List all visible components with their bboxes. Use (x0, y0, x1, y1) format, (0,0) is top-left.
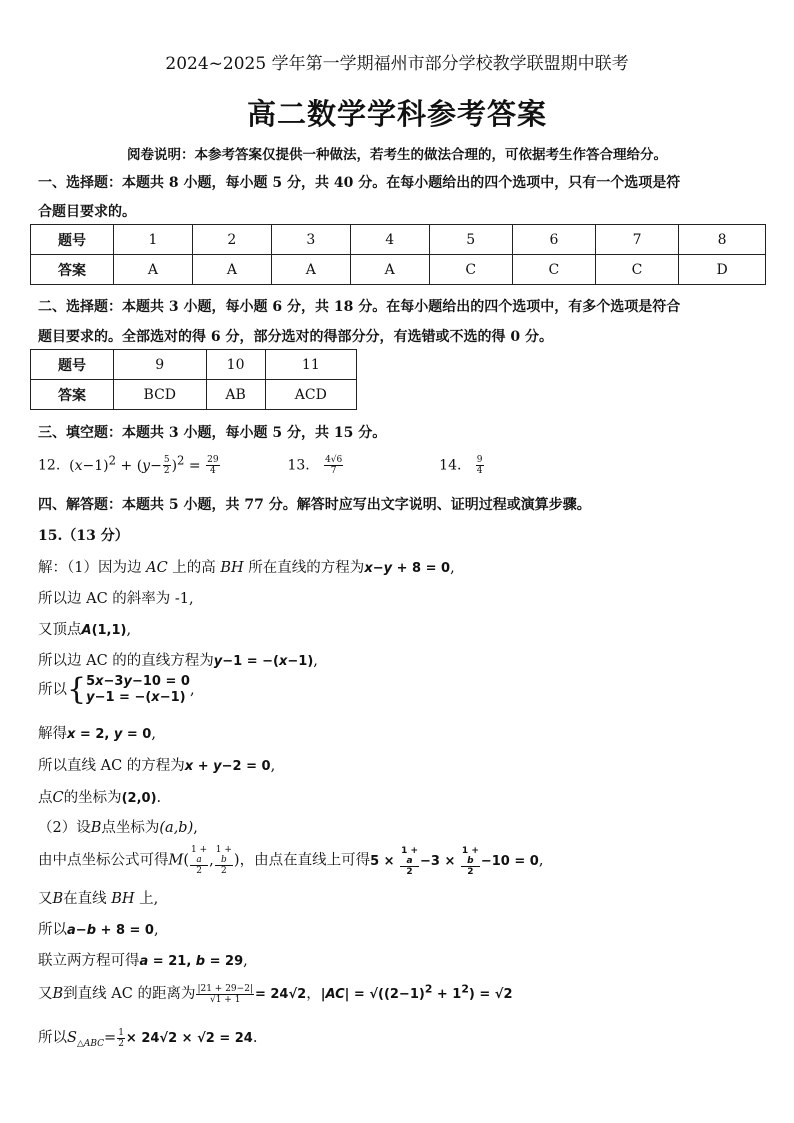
q13-label: 13. (287, 457, 310, 474)
solution-line: 解：（1）因为边 AC 上的高 BH 所在直线的方程为x−y + 8 = 0, (38, 560, 455, 576)
solution-line: 点C的坐标为(2,0). (38, 790, 162, 806)
fill-in-answers (38, 453, 485, 476)
solution-line: 所以$S_{\triangle ABC}=$ $\frac{1}{2}$ × 24√2 × √2 = 24. (38, 1027, 258, 1049)
table-row (31, 350, 357, 380)
solution-line: 联立两方程可得a = 21, b = 29, (38, 953, 248, 969)
solution-line: 所以a−b + 8 = 0, (38, 922, 159, 938)
question-number: 9 (114, 350, 207, 380)
answer-cell: C (595, 255, 678, 285)
answer-cell: BCD (114, 380, 207, 410)
q12-answer: $(x-1)^2 + (y-$ $\frac{5}{2}$ )$^2$ = $\frac{29}{4}$ (64, 453, 219, 477)
answer-cell: A (192, 255, 271, 285)
section1-heading-line2: 合题目要求的。 (38, 204, 136, 220)
question-number: 3 (271, 225, 350, 255)
question-number: 2 (192, 225, 271, 255)
solution-line: （2）设B点坐标为(a,b), (38, 820, 198, 836)
row-label-answer: 答案 (31, 380, 114, 410)
table-row (31, 380, 357, 410)
exam-title: 2024~2025 学年第一学期福州市部分学校教学联盟期中联考 (165, 54, 629, 74)
mc-answer-table (30, 224, 766, 285)
row-label-answer: 答案 (31, 255, 114, 285)
question-number: 4 (350, 225, 429, 255)
q14-answer: $\frac{9}{4}$ (476, 455, 483, 477)
answer-cell: C (429, 255, 512, 285)
question-number: 11 (265, 350, 356, 380)
q14-label: 14. (439, 457, 462, 474)
row-label-number: 题号 (31, 350, 114, 380)
q15-title: 15.（13 分） (38, 528, 129, 544)
solution-line: 解得x = 2, y = 0, (38, 726, 156, 742)
section1-heading-line1: 一、选择题：本题共 8 小题，每小题 5 分，共 40 分。在每小题给出的四个选项中，只有一个选项是符 (38, 175, 681, 191)
answer-cell: C (512, 255, 595, 285)
table-row (31, 255, 766, 285)
grading-note: 阅卷说明：本参考答案仅提供一种做法，若考生的做法合理的，可依据考生作答合理给分。 (127, 147, 667, 163)
section2-heading-line2: 题目要求的。全部选对的得 6 分，部分选对的得部分分，有选错或不选的得 0 分。 (38, 329, 553, 345)
solution-line: 所以{5x−3y−10 = 0 y−1 = −(x−1) , (38, 672, 195, 707)
question-number: 6 (512, 225, 595, 255)
question-number: 10 (206, 350, 265, 380)
question-number: 1 (114, 225, 193, 255)
multi-answer-table (30, 349, 357, 410)
answer-cell: ACD (265, 380, 356, 410)
q12-label: 12. (38, 457, 61, 474)
question-number: 8 (679, 225, 766, 255)
section2-heading-line1: 二、选择题：本题共 3 小题，每小题 6 分，共 18 分。在每小题给出的四个选项中，有多个选项是符合 (38, 299, 681, 315)
answer-cell: A (350, 255, 429, 285)
question-number: 7 (595, 225, 678, 255)
solution-line: 又顶点A(1,1), (38, 622, 132, 638)
solution-line: 所以边 AC 的的直线方程为y−1 = −(x−1), (38, 653, 318, 669)
solution-line: 所以边 AC 的斜率为 -1, (38, 591, 194, 607)
answer-cell: AB (206, 380, 265, 410)
solution-line: 又B到直线 AC 的距离为 $\frac{|21 + 29-2|}{√1 + 1}$ = 24√2，$|AC| = √((2-1)^2 + 1^2) = √2$ (38, 982, 513, 1005)
document-title: 高二数学学科参考答案 (246, 97, 547, 131)
answer-cell: A (271, 255, 350, 285)
q13-answer: $\frac{4√6}{7}$ (325, 455, 343, 477)
solution-line: 又B在直线 BH 上, (38, 891, 159, 907)
table-row (31, 225, 766, 255)
answer-cell: D (679, 255, 766, 285)
answer-cell: A (114, 255, 193, 285)
row-label-number: 题号 (31, 225, 114, 255)
section4-heading: 四、解答题：本题共 5 小题，共 77 分。解答时应写出文字说明、证明过程或演算步骤。 (38, 497, 591, 513)
solution-line: 所以直线 AC 的方程为x + y−2 = 0, (38, 758, 276, 774)
solution-line: 由中点坐标公式可得M( 1 + a 2 , 1 + b 2 )，由点在直线上可得5 × 1 + a 2 −3 × 1 + b 2 −10 = 0, (38, 845, 544, 877)
question-number: 5 (429, 225, 512, 255)
section3-heading: 三、填空题：本题共 3 小题，每小题 5 分，共 15 分。 (38, 425, 387, 441)
